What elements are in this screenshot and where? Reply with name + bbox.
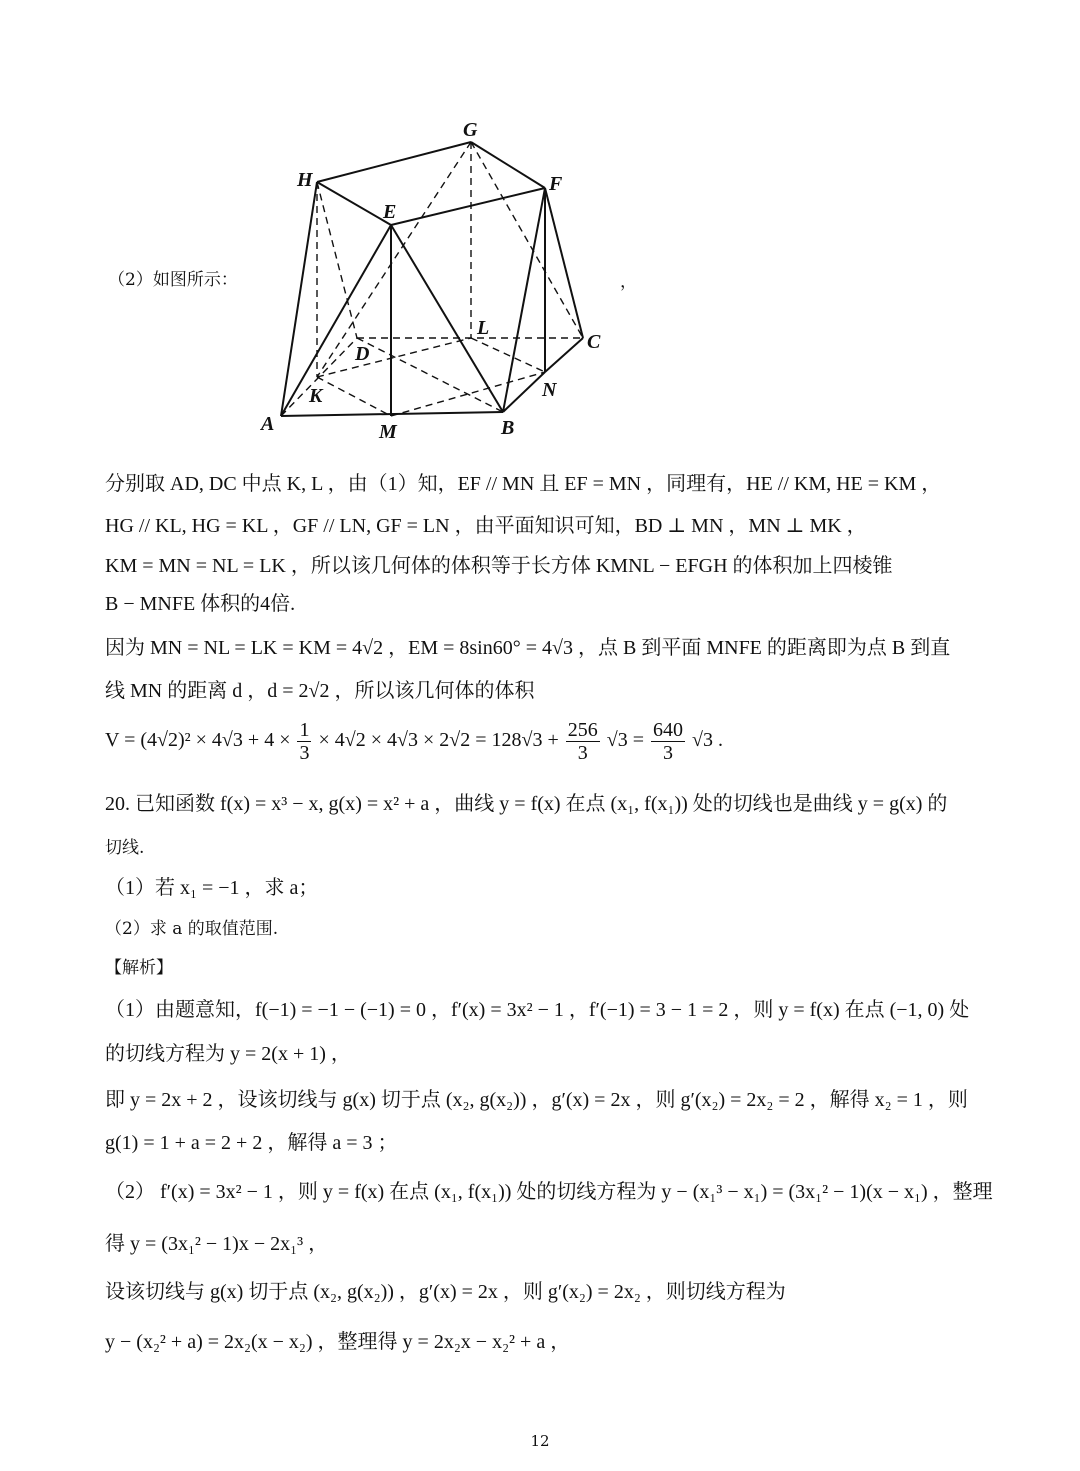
para1-line1: 分别取 AD, DC 中点 K, L ，由（1）知，EF // MN 且 EF = MN ，同理有，HE // KM, HE = KM ， xyxy=(105,473,942,495)
volume-mid: × 4√2 × 4√3 × 2√2 = 128√3 + xyxy=(318,729,559,751)
label-G: G xyxy=(463,120,478,141)
sol1-line1: （1）由题意知，f(−1) = −1 − (−1) = 0 ，f′(x) = 3x² − 1 ，f′(−1) = 3 − 1 = 2 ，则 y = f(x) 在点 (−1, 0) 处 xyxy=(105,999,970,1021)
para1-line3: KM = MN = NL = LK ，所以该几何体的体积等于长方体 KMNL − EFGH 的体积加上四棱锥 xyxy=(105,555,893,577)
edge-EH xyxy=(317,182,391,225)
fraction-640-3 xyxy=(651,719,685,764)
q20-sub1: （1）若 x₁ = −1 ，求 a； xyxy=(105,877,319,899)
q20-line1: 20. 已知函数 f(x) = x³ − x, g(x) = x² + a ，曲线 y = f(x) 在点 (x₁, f(x₁)) 处的切线也是曲线 y = g(x) 的 xyxy=(105,793,948,815)
sol2-line2: 得 y = (3x₁² − 1)x − 2x₁³ ， xyxy=(105,1233,329,1255)
edge-GF xyxy=(471,142,545,188)
sol2-line4: y − (x₂² + a) = 2x₂(x − x₂) ，整理得 y = 2x₂x − x₂² + a ， xyxy=(105,1331,571,1353)
volume-mid2: √3 = xyxy=(606,729,645,751)
label-E: E xyxy=(383,201,397,223)
edge-HA xyxy=(281,182,317,416)
para1-line2: HG // KL, HG = KL ，GF // LN, GF = LN ，由平面知识可知，BD ⊥ MN ，MN ⊥ MK ， xyxy=(105,515,867,537)
part2-label: （2）如图所示： xyxy=(108,270,238,290)
edge-LN-dashed xyxy=(471,338,545,372)
edge-FE xyxy=(391,188,545,225)
edge-GK-dashed xyxy=(317,142,471,377)
q20-line2: 切线. xyxy=(105,838,145,858)
edge-NC xyxy=(545,338,583,372)
volume-lhs: V = (4√2)² × 4√3 + 4 × xyxy=(105,729,291,751)
frac1-denominator: 3 xyxy=(299,741,310,764)
label-H: H xyxy=(297,169,313,191)
label-F: F xyxy=(549,173,563,195)
fraction-1-3 xyxy=(297,719,311,764)
edge-KM-dashed xyxy=(317,377,391,416)
sol2-line1: （2） f′(x) = 3x² − 1 ，则 y = f(x) 在点 (x₁, f(x₁)) 处的切线方程为 y − (x₁³ − x₁) = (3x₁² − 1)(x − x₁) ，整理 xyxy=(105,1181,993,1203)
para1-line4: B − MNFE 体积的4倍. xyxy=(105,593,296,615)
label-N: N xyxy=(542,379,557,401)
analysis-title: 【解析】 xyxy=(105,958,173,978)
label-D: D xyxy=(355,343,370,365)
label-B: B xyxy=(501,417,515,439)
edge-HD-dashed xyxy=(317,182,357,338)
edge-GC-dashed xyxy=(471,142,583,338)
para2-line1: 因为 MN = NL = LK = KM = 4√2 ，EM = 8sin60° = 4√3 ，点 B 到平面 MNFE 的距离即为点 B 到直 xyxy=(105,637,951,659)
label-M: M xyxy=(379,421,397,443)
label-K: K xyxy=(309,385,323,407)
figure-trailing-comma: ， xyxy=(620,272,637,292)
volume-end: √3 . xyxy=(692,729,724,751)
sol1-line2: 的切线方程为 y = 2(x + 1) ， xyxy=(105,1043,351,1065)
frac3-numerator: 640 xyxy=(653,718,684,741)
volume-equation xyxy=(105,718,723,764)
sol2-line3: 设该切线与 g(x) 切于点 (x₂, g(x₂)) ，g′(x) = 2x ，则 g′(x₂) = 2x₂ ，则切线方程为 xyxy=(105,1281,786,1303)
sol1-line4: g(1) = 1 + a = 2 + 2 ，解得 a = 3 ； xyxy=(105,1132,398,1154)
para2-line2: 线 MN 的距离 d ，d = 2√2 ，所以该几何体的体积 xyxy=(105,680,535,702)
frac3-denominator: 3 xyxy=(663,741,674,764)
label-L: L xyxy=(477,317,490,339)
sol1-line3: 即 y = 2x + 2 ，设该切线与 g(x) 切于点 (x₂, g(x₂)) ，g′(x) = 2x ，则 g′(x₂) = 2x₂ = 2 ，解得 x₂ = 1 ，则 xyxy=(105,1089,968,1111)
fraction-256-3 xyxy=(566,719,600,764)
q20-sub2: （2）求 a 的取值范围. xyxy=(105,919,279,939)
label-A: A xyxy=(261,413,275,435)
polyhedron-figure xyxy=(255,120,635,450)
frac1-numerator: 1 xyxy=(299,718,310,741)
frac2-denominator: 3 xyxy=(577,741,588,764)
edge-FC xyxy=(545,188,583,338)
frac2-numerator: 256 xyxy=(567,718,598,741)
label-C: C xyxy=(587,331,601,353)
page-number: 12 xyxy=(530,1432,550,1450)
